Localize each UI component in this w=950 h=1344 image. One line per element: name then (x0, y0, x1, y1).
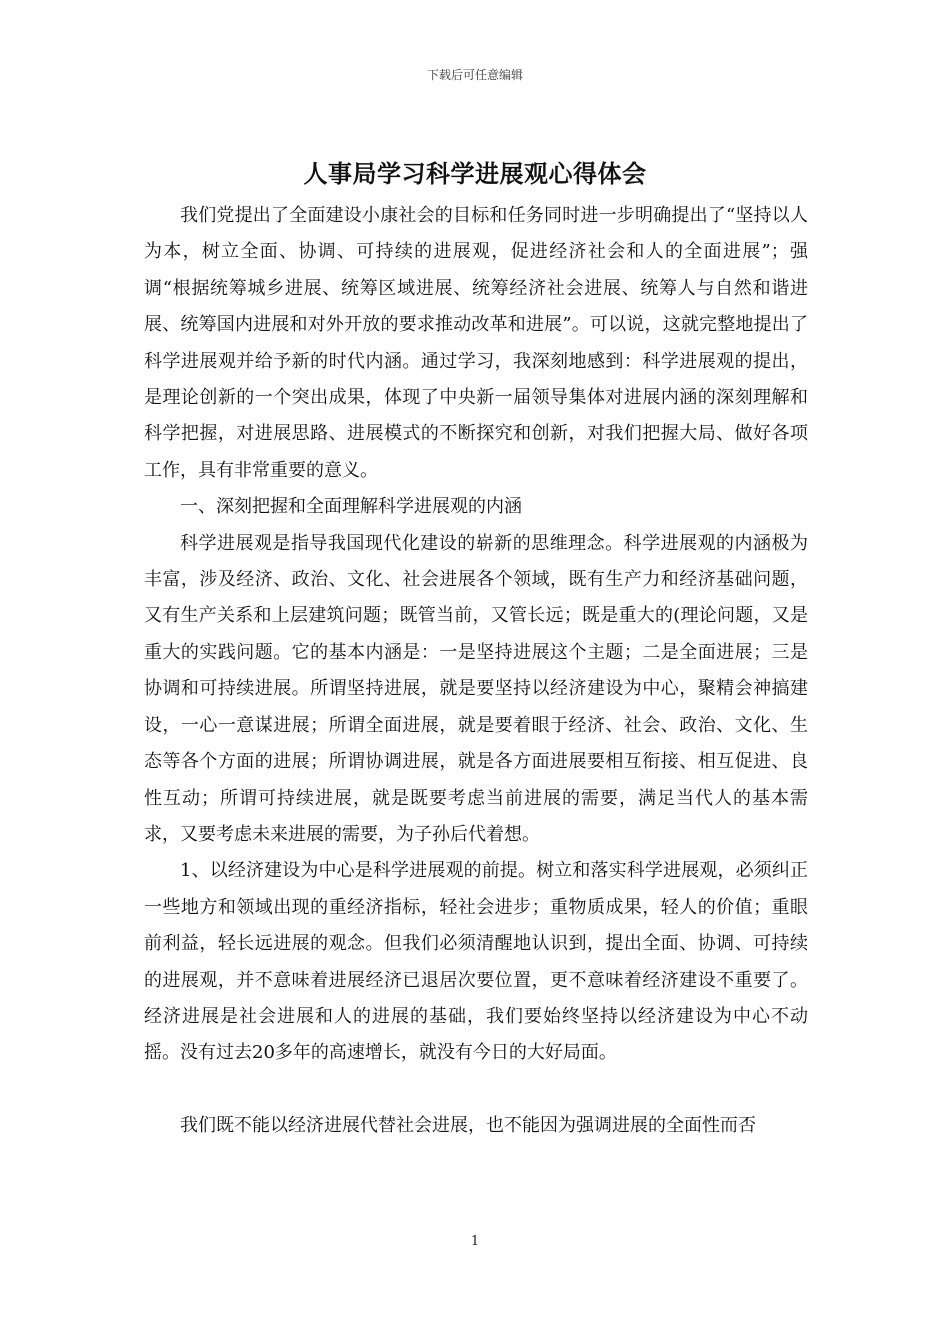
page-number: 1 (470, 1234, 480, 1249)
body-paragraph: 1、以经济建设为中心是科学进展观的前提。树立和落实科学进展观，必须纠正一些地方和领域出现的重经济指标，轻社会进步；重物质成果，轻人的价值；重眼前利益，轻长远进展的观念。但我们必须清醒地认识到，提出全面、协调、可持续的进展观，并不意味着进展经济已退居次要位置，更不意味着经济建设不重要了。经济进展是社会进展和人的进展的基础，我们要始终坚持以经济建设为中心不动摇。没有过去20多年的高速增长，就没有今日的大好局面。 (144, 860, 808, 1064)
body-paragraph: 科学进展观是指导我国现代化建设的崭新的思维理念。科学进展观的内涵极为丰富，涉及经济、政治、文化、社会进展各个领域，既有生产力和经济基础问题，又有生产关系和上层建筑问题；既管当前，又管长远；既是重大的(理论问题，又是重大的实践问题。它的基本内涵是：一是坚持进展这个主题；二是全面进展；三是协调和可持续进展。所谓坚持进展，就是要坚持以经济建设为中心，聚精会神搞建设，一心一意谋进展；所谓全面进展，就是要着眼于经济、社会、政治、文化、生态等各个方面的进展；所谓协调进展，就是各方面进展要相互衔接、相互促进、良性互动；所谓可持续进展，就是既要考虑当前进展的需要，满足当代人的基本需求，又要考虑未来进展的需要，为子孙后代着想。 (144, 532, 808, 845)
header-note: 下载后可任意编辑 (426, 68, 523, 82)
document-title: 人事局学习科学进展观心得体会 (303, 160, 647, 188)
section-heading: 一、深刻把握和全面理解科学进展观的内涵 (180, 496, 522, 518)
body-paragraph: 我们既不能以经济进展代替社会进展，也不能因为强调进展的全面性而否 (180, 1114, 756, 1136)
document-body (144, 198, 808, 1144)
body-paragraph: 我们党提出了全面建设小康社会的目标和任务同时进一步明确提出了“坚持以人为本，树立全面、协调、可持续的进展观，促进经济社会和人的全面进展”；强调“根据统筹城乡进展、统筹区域进展、统筹经济社会进展、统筹人与自然和谐进展、统筹国内进展和对外开放的要求推动改革和进展”。可以说，这就完整地提出了科学进展观并给予新的时代内涵。通过学习，我深刻地感到：科学进展观的提出，是理论创新的一个突出成果，体现了中央新一届领导集体对进展内涵的深刻理解和科学把握，对进展思路、进展模式的不断探究和创新，对我们把握大局、做好各项工作，具有非常重要的意义。 (144, 205, 808, 481)
